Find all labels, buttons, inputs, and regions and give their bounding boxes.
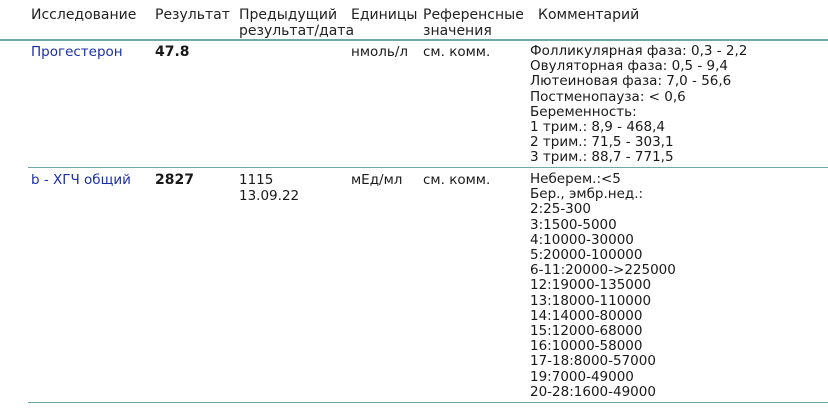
comment-line: Беременность:: [530, 103, 637, 120]
comment-line: 2 трим.: 71,5 - 303,1: [530, 134, 674, 151]
previous-result: [239, 172, 299, 204]
table-header: [0, 0, 828, 41]
comment-line: 3:1500-5000: [530, 216, 617, 233]
header-previous: [239, 7, 354, 39]
comment-line: 3 трим.: 88,7 - 771,5: [530, 149, 674, 166]
result-value: 2827: [155, 172, 194, 188]
comment-line: Овуляторная фаза: 0,5 - 9,4: [530, 58, 729, 75]
comment-line: 20-28:1600-49000: [530, 383, 656, 400]
comment-line: Бер., эмбр.нед.:: [530, 186, 644, 203]
comment-line: 16:10000-58000: [530, 338, 643, 355]
header-study: Исследование: [31, 7, 137, 23]
previous-date: 13.09.22: [239, 188, 300, 204]
comment-line: 5:20000-100000: [530, 247, 643, 264]
header-reference-line2: значения: [423, 23, 492, 39]
comment-line: Фолликулярная фаза: 0,3 - 2,2: [530, 43, 748, 59]
header-previous-line1: Предыдущий: [239, 7, 338, 23]
units-value: мЕд/мл: [351, 172, 403, 188]
comment-line: 6-11:20000->225000: [530, 262, 676, 279]
result-value: 47.8: [155, 44, 190, 60]
row-divider: [28, 402, 828, 403]
comment-line: Неберем.:<5: [530, 171, 621, 187]
comment-line: 13:18000-110000: [530, 292, 652, 309]
row-divider: [28, 167, 828, 168]
study-name: Прогестерон: [31, 44, 123, 60]
header-previous-line2: результат/дата: [239, 23, 355, 39]
comment-line: 4:10000-30000: [530, 231, 634, 248]
comment-line: 2:25-300: [530, 201, 591, 218]
comment-line: 17-18:8000-57000: [530, 353, 656, 370]
comment-line: 12:19000-135000: [530, 277, 652, 294]
comment-line: Лютеиновая фаза: 7,0 - 56,6: [530, 73, 732, 90]
comment-line: Постменопауза: < 0,6: [530, 88, 686, 105]
reference-value: см. комм.: [423, 172, 491, 188]
comment-line: 19:7000-49000: [530, 368, 634, 385]
comment-line: 1 трим.: 8,9 - 468,4: [530, 119, 665, 136]
header-reference: [423, 7, 524, 39]
comment-block: [530, 172, 676, 400]
comment-line: 15:12000-68000: [530, 323, 643, 340]
header-comment: Комментарий: [538, 7, 640, 23]
previous-value: 1115: [239, 172, 274, 188]
units-value: нмоль/л: [351, 44, 409, 60]
comment-line: 14:14000-80000: [530, 307, 643, 324]
header-units: Единицы: [351, 7, 418, 23]
header-result: Результат: [155, 7, 230, 23]
header-reference-line1: Референсные: [423, 7, 524, 23]
reference-value: см. комм.: [423, 44, 491, 60]
study-name: b - ХГЧ общий: [31, 172, 131, 188]
comment-block: [530, 44, 747, 166]
